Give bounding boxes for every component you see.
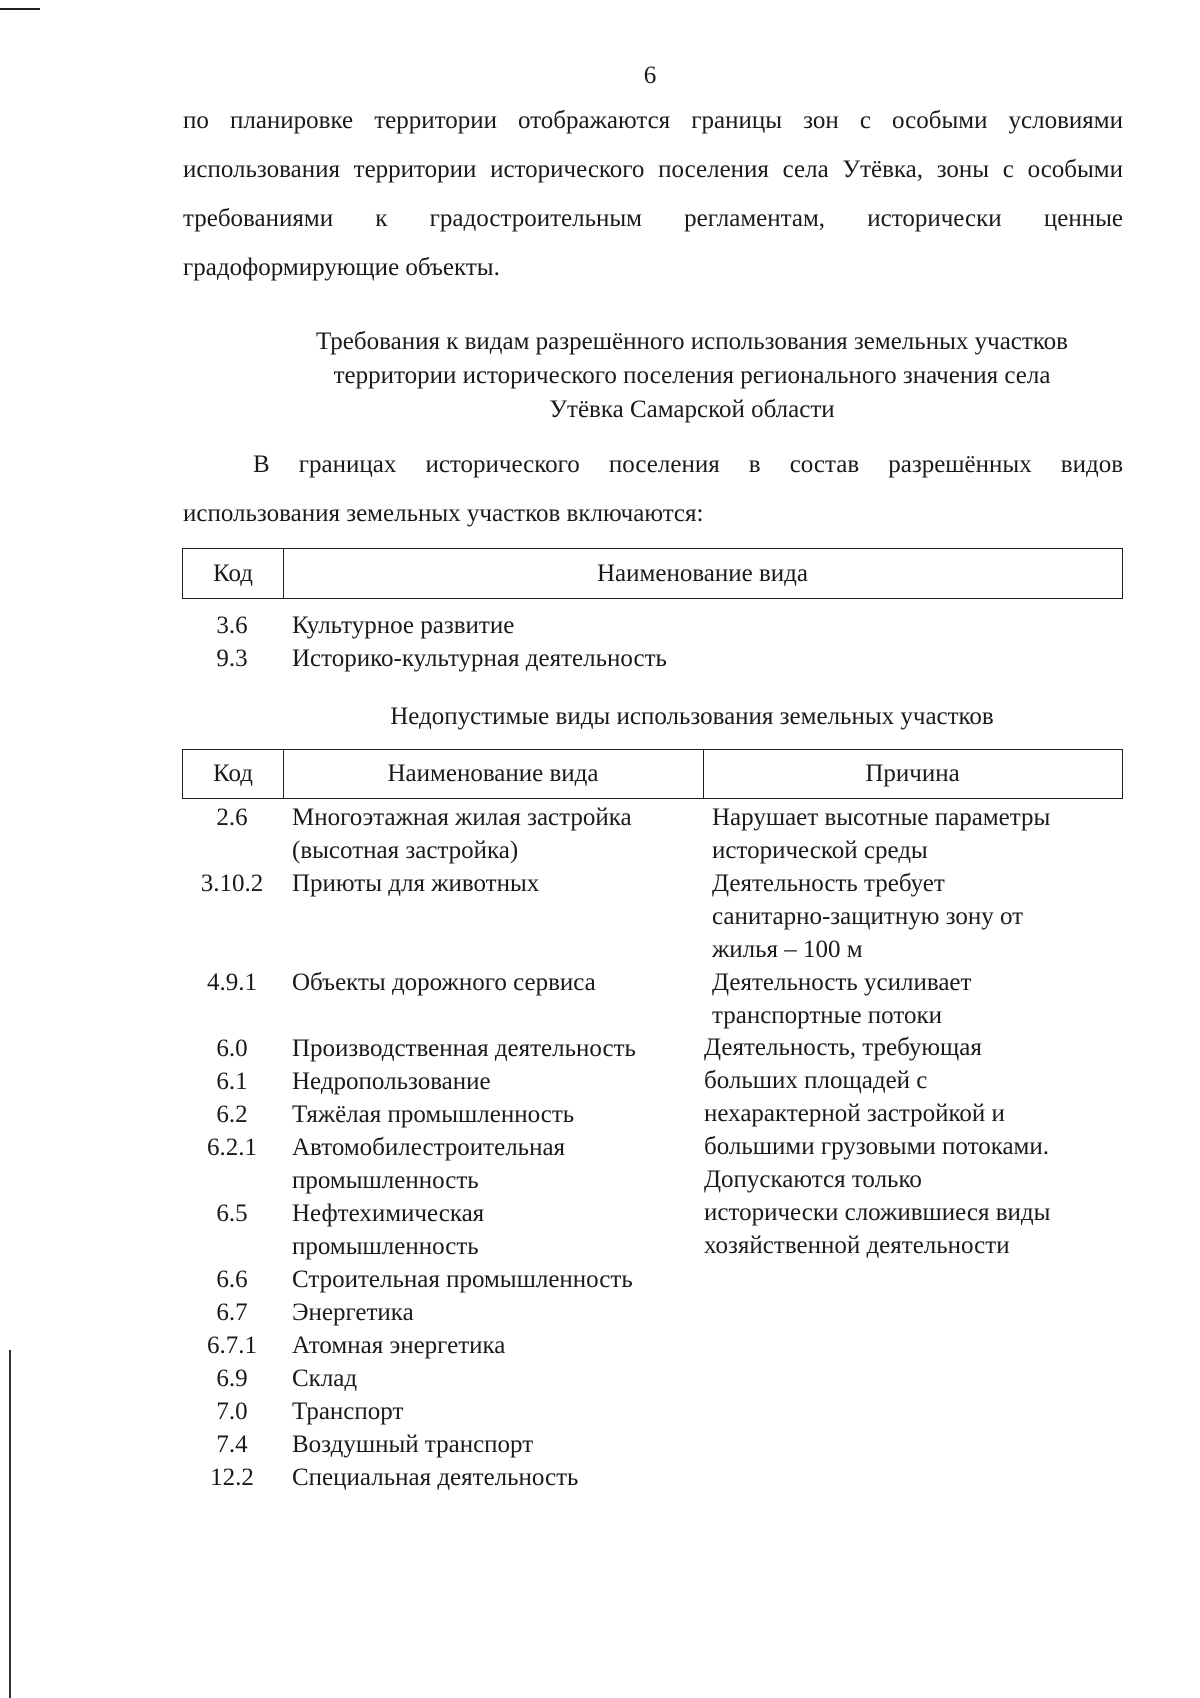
row-code: 6.9 bbox=[216, 1365, 248, 1392]
table-row bbox=[182, 609, 1123, 642]
row-name bbox=[282, 867, 702, 966]
shared-reason-line: большими грузовыми потоками. bbox=[704, 1133, 1050, 1160]
row-name bbox=[282, 1065, 702, 1098]
row-name bbox=[282, 1395, 702, 1428]
row-name bbox=[282, 1428, 702, 1461]
row-name-line: Приюты для животных bbox=[292, 870, 540, 897]
row-name-line: промышленность bbox=[292, 1167, 479, 1194]
row-code: 6.2.1 bbox=[207, 1134, 257, 1161]
row-name-line: Многоэтажная жилая застройка bbox=[292, 804, 632, 831]
table-row bbox=[182, 1362, 1123, 1395]
row-reason bbox=[702, 867, 1123, 966]
row-reason-line: жилья – 100 м bbox=[712, 936, 863, 963]
row-name-line: промышленность bbox=[292, 1233, 479, 1260]
header-code: Код bbox=[213, 559, 253, 587]
row-name-line: (высотная застройка) bbox=[292, 837, 519, 864]
table-row bbox=[182, 867, 1123, 966]
row-name bbox=[282, 1197, 702, 1263]
section-title bbox=[262, 325, 1122, 427]
section-title-line: Утёвка Самарской области bbox=[549, 396, 835, 423]
row-code: 3.10.2 bbox=[200, 870, 264, 897]
row-reason-line: транспортные потоки bbox=[712, 1002, 942, 1029]
row-name-line: Атомная энергетика bbox=[292, 1332, 506, 1359]
shared-reason-line: больших площадей с bbox=[704, 1067, 928, 1094]
shared-reason bbox=[704, 1031, 1124, 1262]
permitted-intro-paragraph bbox=[183, 440, 1123, 538]
row-name-line: Производственная деятельность bbox=[292, 1035, 636, 1062]
row-name-line: Объекты дорожного сервиса bbox=[292, 969, 596, 996]
row-name bbox=[282, 966, 702, 1032]
scan-edge-mark bbox=[0, 8, 40, 10]
row-reason bbox=[702, 966, 1123, 1032]
row-reason-line: исторической среды bbox=[712, 837, 928, 864]
row-reason-line: Деятельность усиливает bbox=[712, 969, 972, 996]
row-code: 6.0 bbox=[216, 1035, 248, 1062]
row-name-line: Тяжёлая промышленность bbox=[292, 1101, 575, 1128]
row-code: 6.5 bbox=[216, 1200, 248, 1227]
row-name bbox=[282, 1032, 702, 1065]
row-name bbox=[282, 1329, 702, 1362]
table-row bbox=[182, 966, 1123, 1032]
row-name bbox=[282, 1461, 702, 1494]
intro-line: использования территории исторического поселения села Утёвка, зоны bbox=[183, 156, 990, 183]
row-code: 4.9.1 bbox=[207, 969, 257, 996]
row-name-line: Специальная деятельность bbox=[292, 1464, 579, 1491]
shared-reason-line: Допускаются только bbox=[704, 1166, 922, 1193]
row-name-line: Строительная промышленность bbox=[292, 1266, 633, 1293]
row-name-line: Недропользование bbox=[292, 1068, 491, 1095]
table-row bbox=[182, 1428, 1123, 1461]
row-name-line: Энергетика bbox=[292, 1299, 414, 1326]
row-code: 9.3 bbox=[216, 645, 248, 672]
table-row bbox=[182, 1329, 1123, 1362]
table-row bbox=[182, 1461, 1123, 1494]
row-code: 6.2 bbox=[216, 1101, 248, 1128]
row-name-line: Автомобилестроительная bbox=[292, 1134, 566, 1161]
row-name bbox=[282, 801, 702, 867]
row-reason-line: санитарно-защитную зону от bbox=[712, 903, 1024, 930]
permitted-list bbox=[182, 609, 1123, 675]
intro-line: ценные градоформирующие объекты. bbox=[183, 205, 1123, 281]
shared-reason-line: Деятельность, требующая bbox=[704, 1034, 982, 1061]
intro-line: с особыми требованиями к градостроительным регламентам, исторически bbox=[183, 156, 1124, 232]
shared-reason-line: нехарактерной застройкой и bbox=[704, 1100, 1005, 1127]
page-number: 6 bbox=[643, 62, 657, 89]
row-code: 7.4 bbox=[216, 1431, 248, 1458]
table-row bbox=[182, 642, 1123, 675]
section-title-line: территории исторического поселения регионального значения села bbox=[333, 362, 1051, 389]
row-code: 7.0 bbox=[216, 1398, 248, 1425]
table-row bbox=[182, 1296, 1123, 1329]
row-name-line: Нефтехимическая bbox=[292, 1200, 485, 1227]
row-name: Историко-культурная деятельность bbox=[292, 645, 667, 672]
row-code: 6.1 bbox=[216, 1068, 248, 1095]
table-row bbox=[182, 1395, 1123, 1428]
row-reason bbox=[702, 801, 1123, 867]
header-reason: Причина bbox=[865, 760, 960, 787]
scan-edge-mark bbox=[9, 1350, 11, 1698]
row-code: 6.7 bbox=[216, 1299, 248, 1326]
row-code: 6.7.1 bbox=[207, 1332, 257, 1359]
row-reason-line: Деятельность требует bbox=[712, 870, 945, 897]
row-code: 2.6 bbox=[216, 804, 248, 831]
shared-reason-line: хозяйственной деятельности bbox=[704, 1232, 1010, 1259]
shared-reason-line: исторически сложившиеся виды bbox=[704, 1199, 1051, 1226]
row-code: 6.6 bbox=[216, 1266, 248, 1293]
header-name: Наименование вида bbox=[597, 559, 808, 587]
section-title-line: Требования к видам разрешённого использования земельных участков bbox=[315, 328, 1068, 355]
row-name bbox=[282, 1098, 702, 1131]
row-name bbox=[282, 1131, 702, 1197]
permitted-table-header bbox=[182, 548, 1123, 599]
row-name: Культурное развитие bbox=[292, 612, 515, 639]
intro-paragraph bbox=[183, 96, 1123, 292]
header-code: Код bbox=[213, 760, 253, 787]
row-reason-line: Нарушает высотные параметры bbox=[712, 804, 1051, 831]
row-name bbox=[282, 1263, 702, 1296]
row-name bbox=[282, 1296, 702, 1329]
table-row bbox=[182, 1263, 1123, 1296]
table-row bbox=[182, 801, 1123, 867]
forbidden-table-title: Недопустимые виды использования земельных участков bbox=[390, 703, 994, 730]
row-name bbox=[282, 1362, 702, 1395]
row-code: 3.6 bbox=[216, 612, 248, 639]
forbidden-table-header bbox=[182, 749, 1123, 799]
row-code: 12.2 bbox=[210, 1464, 254, 1491]
row-name-line: Воздушный транспорт bbox=[292, 1431, 534, 1458]
row-name-line: Склад bbox=[292, 1365, 358, 1392]
permitted-intro-line: использования земельных участков включаются: bbox=[183, 500, 704, 527]
permitted-intro-line: В границах исторического поселения в состав разрешённых видов bbox=[253, 451, 1123, 478]
intro-line: по планировке территории отображаются границы зон с особыми условиями bbox=[183, 107, 1123, 134]
row-name-line: Транспорт bbox=[292, 1398, 404, 1425]
header-name: Наименование вида bbox=[387, 760, 599, 787]
